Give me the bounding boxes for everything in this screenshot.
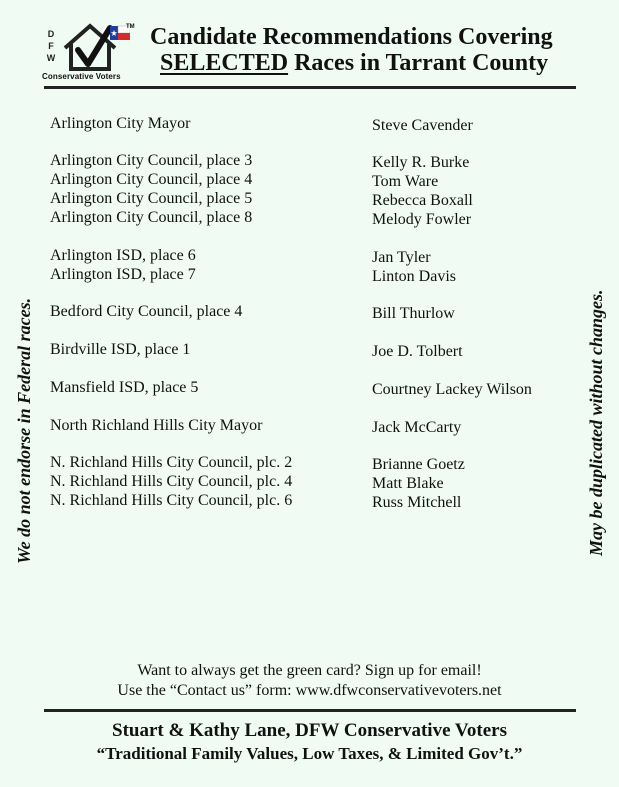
candidate-name: Jack McCarty [372,419,462,436]
house-checkmark-icon [60,22,130,72]
trademark-mark: TM [126,24,135,30]
title-selected-word: SELECTED [160,50,289,76]
candidate-name: Joe D. Tolbert [372,343,463,360]
motto: “Traditional Family Values, Low Taxes, & Limited Gov’t.” [96,744,523,763]
race-name: Mansfield ISD, place 5 [50,379,199,396]
race-name: Arlington City Council, place 3 [50,152,253,169]
footer-divider [44,709,576,712]
race-name: Arlington City Council, place 8 [50,209,253,226]
race-name: Birdville ISD, place 1 [50,341,191,358]
race-name: Bedford City Council, place 4 [50,303,243,320]
candidate-name: Jan Tyler [372,249,431,266]
side-note-left: We do not endorse in Federal races. [14,297,34,564]
header-divider [44,86,576,89]
candidate-name: Tom Ware [372,173,439,190]
candidate-name: Kelly R. Burke [372,154,470,171]
candidate-name: Linton Davis [372,268,456,285]
logo-caption: Conservative Voters [42,72,121,81]
page-title-line1: Candidate Recommendations Covering [150,24,553,50]
dfw-logo [42,22,142,84]
candidate-name: Bill Thurlow [372,305,455,322]
side-note-right: May be duplicated without changes. [586,289,606,556]
race-name: Arlington ISD, place 6 [50,247,196,264]
race-name: Arlington City Council, place 4 [50,171,253,188]
race-name: N. Richland Hills City Council, plc. 6 [50,492,293,509]
page-title-line2 [160,50,548,77]
logo-letters: D F W [46,29,56,63]
signup-prompt: Want to always get the green card? Sign up for email! [137,662,482,679]
race-name: Arlington ISD, place 7 [50,266,196,283]
signature: Stuart & Kathy Lane, DFW Conservative Voters [112,720,507,741]
title-line2-rest: Races in Tarrant County [288,50,549,76]
candidate-name: Matt Blake [372,475,444,492]
candidate-name: Russ Mitchell [372,494,462,511]
race-name: N. Richland Hills City Council, plc. 4 [50,473,293,490]
candidate-name: Melody Fowler [372,211,472,228]
candidate-name: Rebecca Boxall [372,192,473,209]
candidate-name: Brianne Goetz [372,456,465,473]
candidate-name: Courtney Lackey Wilson [372,381,532,398]
contact-line: Use the “Contact us” form: www.dfwconservativevoters.net [117,682,502,699]
race-name: North Richland Hills City Mayor [50,417,263,434]
race-name: Arlington City Mayor [50,115,191,132]
race-name: Arlington City Council, place 5 [50,190,253,207]
candidate-name: Steve Cavender [372,117,473,134]
race-name: N. Richland Hills City Council, plc. 2 [50,454,293,471]
